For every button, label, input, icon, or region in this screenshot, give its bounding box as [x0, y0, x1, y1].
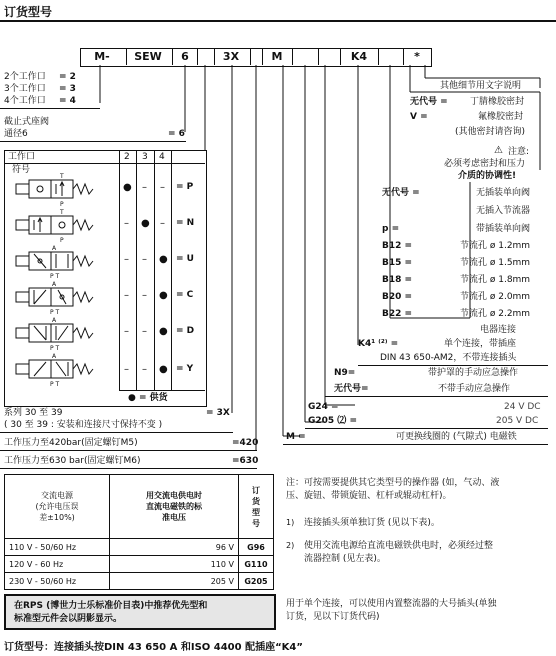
symbol-code-u: = U	[176, 254, 194, 264]
pressure-420-value: =420	[232, 438, 259, 448]
valve-symbols-icon	[14, 172, 114, 387]
mark: ●	[159, 254, 168, 265]
svg-text:A: A	[52, 245, 57, 252]
col-2: 2	[124, 152, 130, 162]
attention-line1: 必须考虑密封和压力	[444, 159, 526, 169]
rps-line1: 在RPS (博世力士乐标准价目表)中推荐优先型和	[14, 601, 208, 611]
check-text-p: 带插装单向阀	[476, 224, 531, 234]
col-4: 4	[159, 152, 165, 162]
mark: –	[142, 182, 147, 193]
size-value: = 6	[168, 129, 185, 139]
k4-code: K4¹ ⁽²⁾ =	[358, 339, 399, 349]
dc-cell: 110 V	[110, 556, 239, 573]
ports-4-value: = 4	[59, 96, 76, 106]
attention-line2: 介质的协调性!	[458, 171, 517, 181]
code-sew: SEW	[134, 50, 162, 63]
code-header-4: 号	[252, 518, 260, 528]
svg-text:P T: P T	[50, 273, 60, 280]
check-code-b12: B12 =	[382, 241, 413, 251]
code-header-1: 订	[252, 485, 260, 495]
m-text: 可更换线圈的 (气隙式) 电磁铁	[396, 432, 517, 442]
rps-box	[4, 594, 276, 630]
svg-text:P T: P T	[50, 381, 60, 387]
symbol-code-d: = D	[176, 326, 195, 336]
dc-header-2: 直流电磁铁的标	[146, 502, 202, 511]
cutoff-label: 截止式座阀	[4, 117, 50, 127]
m-code: M =	[286, 432, 306, 442]
ac-header-3: 差±10%)	[39, 513, 75, 522]
k4-text: 单个连接，带插座	[444, 339, 517, 349]
series-value: = 3X	[206, 408, 230, 418]
ports-3-value: = 3	[59, 84, 76, 94]
note-main-1: 注：可按需要提供其它类型号的操作器 (如，气动、液	[286, 478, 500, 488]
svg-text:A: A	[52, 281, 57, 288]
dc-header-1: 用交流电供电时	[146, 491, 202, 500]
k4-text2: DIN 43 650-AM2，不带连接插头	[380, 353, 517, 363]
code-connector: K4	[350, 50, 368, 63]
symbol-code-p: = P	[176, 182, 194, 192]
mark: –	[142, 364, 147, 375]
code-size: 6	[181, 50, 189, 63]
page-title: 订货型号	[4, 5, 53, 19]
mark: ●	[159, 364, 168, 375]
code-m: M-	[94, 50, 110, 63]
symbol-table-header: 工作口	[8, 152, 36, 162]
mark: –	[124, 254, 129, 265]
mark: ●	[123, 182, 132, 193]
svg-text:P T: P T	[50, 309, 60, 316]
no-manual-code: 无代号=	[334, 384, 369, 394]
no-manual-text: 不带手动应急操作	[438, 384, 511, 394]
series-line1: 系列 30 至 39	[4, 408, 63, 418]
mark: ●	[141, 218, 150, 229]
attention-title: 注意:	[508, 147, 530, 157]
check-text-b12: 节流孔 ø 1.2mm	[460, 241, 531, 251]
ac-header-2: (允许电压误	[35, 502, 79, 511]
seal-text-fkm: 氟橡胶密封	[478, 112, 524, 122]
rps-line2: 标准型元件会以阴影显示。	[14, 614, 123, 624]
size-label: 通径6	[4, 129, 28, 139]
voltage-g205-text: 205 V DC	[496, 416, 539, 426]
ac-header-1: 交流电源	[41, 491, 73, 500]
code-cell: G110	[239, 556, 274, 573]
supply-cell: 110 V - 50/60 Hz	[5, 539, 110, 556]
note-1-text: 连接插头须单独订货 (见以下表)。	[304, 518, 440, 528]
warning-icon: ⚠	[494, 145, 503, 156]
check-text-b15: 节流孔 ø 1.5mm	[460, 258, 531, 268]
mark: –	[142, 290, 147, 301]
svg-text:P: P	[60, 201, 64, 208]
ports-2-value: = 2	[59, 72, 76, 82]
check-code-b20: B20 =	[382, 292, 413, 302]
symbol-table-symbol-label: 符号	[12, 165, 31, 175]
supply-cell: 230 V - 50/60 Hz	[5, 573, 110, 590]
code-cell: G96	[239, 539, 274, 556]
svg-text:T: T	[60, 173, 64, 180]
note-3-line2: 订货，见以下订货代码)	[286, 612, 380, 622]
mark: ●	[159, 326, 168, 337]
seal-code-none: 无代号 =	[410, 97, 448, 107]
code-series: 3X	[222, 50, 240, 63]
ports-2-text: 2个工作口	[4, 72, 46, 82]
mark: –	[124, 326, 129, 337]
note-2-line1: 使用交流电源给直流电磁铁供电时，必须经过整	[304, 541, 494, 551]
mark: –	[142, 326, 147, 337]
mark: –	[124, 290, 129, 301]
svg-text:A: A	[52, 317, 57, 324]
dc-header-3: 准电压	[162, 513, 186, 522]
n9-code: N9=	[334, 368, 356, 378]
svg-text:P: P	[60, 237, 64, 244]
note-1-mark: 1)	[286, 518, 295, 527]
code-header-2: 货	[252, 496, 260, 506]
check-code-none: 无代号 =	[382, 188, 420, 198]
check-code-p: p =	[382, 224, 400, 234]
other-details: 其他细节用文字说明	[440, 81, 522, 91]
symbol-code-n: = N	[176, 218, 195, 228]
mark: –	[160, 182, 165, 193]
supply-cell: 120 V - 60 Hz	[5, 556, 110, 573]
svg-text:P T: P T	[50, 345, 60, 352]
pressure-630-text: 工作压力至630 bar(固定螺钉M6)	[4, 456, 141, 466]
ac-supply-table	[4, 474, 274, 590]
mark: ●	[159, 290, 168, 301]
code-header-3: 型	[252, 507, 260, 517]
code-cell: G205	[239, 573, 274, 590]
ports-3-text: 3个工作口	[4, 84, 46, 94]
check-code-b15: B15 =	[382, 258, 413, 268]
mark: –	[124, 218, 129, 229]
table-row	[5, 573, 274, 590]
note-3-line1: 用于单个连接，可以使用内置整流器的大号插头(单独	[286, 599, 497, 609]
n9-text: 带护罩的手动应急操作	[428, 368, 519, 378]
pressure-420-text: 工作压力至420bar(固定螺钉M5)	[4, 438, 138, 448]
electrical-title: 电器连接	[480, 325, 517, 335]
check-code-b22: B22 =	[382, 309, 413, 319]
check-code-b18: B18 =	[382, 275, 413, 285]
note-main-2: 压、旋钮、带锁旋钮、杠杆或辊动杠杆)。	[286, 491, 452, 501]
footer-order-code: 订货型号：连接插头按DIN 43 650 A 和ISO 4400 配插座“K4”	[4, 642, 303, 653]
col-3: 3	[142, 152, 148, 162]
seal-text-nbr: 丁腈橡胶密封	[470, 97, 525, 107]
supply-legend: ● = 供货	[128, 393, 168, 403]
check-text-none: 无插装单向阀	[476, 188, 531, 198]
voltage-g24-code: G24 =	[308, 402, 339, 412]
voltage-g24-text: 24 V DC	[504, 402, 541, 412]
code-extra: *	[414, 50, 420, 63]
svg-text:A: A	[52, 353, 57, 360]
code-coil: M	[271, 50, 283, 63]
ports-4-text: 4个工作口	[4, 96, 46, 106]
pressure-630-value: =630	[232, 456, 259, 466]
seal-code-v: V =	[410, 112, 428, 122]
note-2-mark: 2)	[286, 541, 295, 550]
throttle-text-none: 无插入节流器	[476, 206, 531, 216]
voltage-g205-code: G205 ⑵ =	[308, 416, 357, 426]
mark: –	[124, 364, 129, 375]
table-row	[5, 556, 274, 573]
series-line2: ( 30 至 39 : 安装和连接尺寸保持不变 )	[4, 420, 163, 430]
svg-text:T: T	[60, 209, 64, 216]
seal-note: (其他密封请咨询)	[455, 127, 526, 137]
dc-cell: 205 V	[110, 573, 239, 590]
check-text-b20: 节流孔 ø 2.0mm	[460, 292, 531, 302]
check-text-b18: 节流孔 ø 1.8mm	[460, 275, 531, 285]
note-2-line2: 流器控制 (见左表)。	[304, 554, 386, 564]
symbol-code-c: = C	[176, 290, 194, 300]
table-row	[5, 539, 274, 556]
check-text-b22: 节流孔 ø 2.2mm	[460, 309, 531, 319]
symbol-code-y: = Y	[176, 364, 194, 374]
mark: –	[142, 254, 147, 265]
mark: –	[160, 218, 165, 229]
dc-cell: 96 V	[110, 539, 239, 556]
